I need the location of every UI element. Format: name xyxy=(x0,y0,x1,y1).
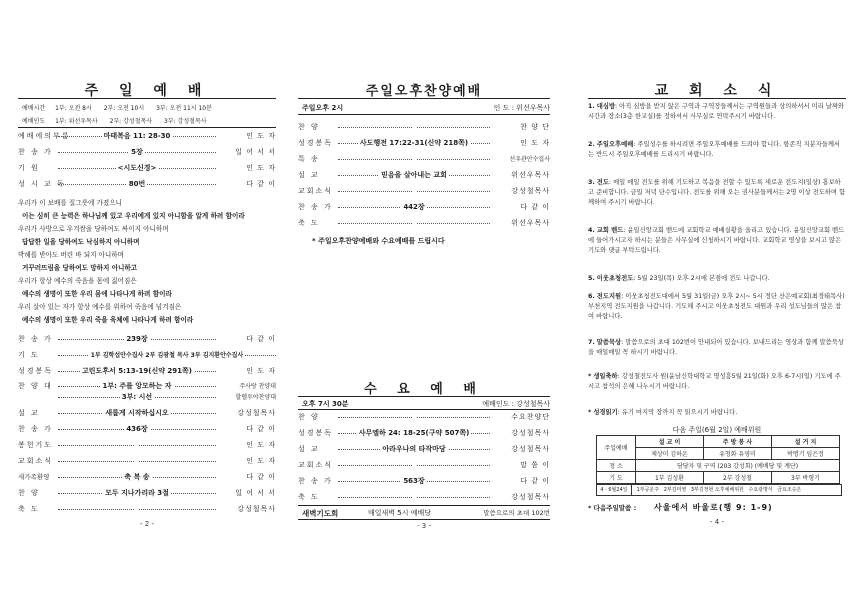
divider xyxy=(298,98,550,99)
notice-item: * 생일축하: 강성철전도사 원(윤남신학대학교 명성흥5월 21일(화) 오후 6-7시(일) 기도에 주시고 참석의 은혜 나누시기 바랍니다. xyxy=(588,373,841,390)
liturgy-row: 기 도 1부 김학섭안수집사 2부 김광철 목사 3부 김지환안수집사 xyxy=(18,350,276,361)
liturgy-row: 봉헌기도 인 도 자 xyxy=(18,441,276,449)
next-sermon-title: 사울에서 바울로(행 9: 1-9) xyxy=(654,503,773,512)
liturgy-row: 설 교 아라우나의 타작마당 강성철목사 xyxy=(298,445,550,453)
notice-item: 3. 전도: 매일 매일 전도를 위해 기도하고 복음을 전할 수 있도록 새로운 전도지(일상) 홍보하고 준비합니다. 금일 저녁 단수입니다. 전도를 위해 오는 권사분들께서는 2명 이상 전도하며 함께하여 주시기 바랍니다. xyxy=(588,179,846,206)
table-cell: 박명기 임은정 xyxy=(771,448,839,460)
liturgy-row: 기 원 <시도신경> 인 도 자 xyxy=(18,164,276,172)
liturgy-row: 새가족환영 축 복 송 다 같 이 xyxy=(18,473,276,481)
notice-item: * 성경읽기: 유기 마지막 장까지 꼭 읽으시기 바랍니다. xyxy=(588,409,738,416)
service-notice: * 주일오후찬양예배와 수요예배를 드립시다 xyxy=(312,237,445,245)
liturgy-row: 찬 송 가 239장 다 같 이 xyxy=(18,335,276,343)
divider xyxy=(298,519,550,520)
table-caption: 다음 주일(6월 2일) 예배위원 xyxy=(672,426,762,434)
dawn-prayer-time: 매일새벽 5시 예배당 xyxy=(368,509,431,517)
service-times: 예배시간 1부: 오전 8시 2부: 오전 10시 3부: 오전 11시 10분 xyxy=(22,105,212,112)
wednesday-leader: 예배인도 : 강성철목사 xyxy=(482,400,550,408)
notice-item: 6. 전도지원: 이웃초청전도대에서 5월 31일(금) 오후 2시~ 5시 정단 산은예교회(최경태목사) 부천지역 전도지원을 나갑니다. 기도해 주시고 이웃초청전도 대원과 우리 성도님들의 많은 참여 바랍니다. xyxy=(588,293,845,320)
responsive-reading-line: 우리가 사방으로 우겨쌈을 당하여도 싸이지 아니하며 xyxy=(18,225,169,233)
table-row-head: 청 소 xyxy=(597,460,636,472)
service-leaders: 예배인도 1부: 위선우목사 2부: 강성철목사 3부: 강성철목사 xyxy=(22,118,207,125)
liturgy-row: 특 송 선우관안수집사 xyxy=(298,155,550,163)
page-number: - 3 - xyxy=(417,522,431,530)
page-2 xyxy=(18,0,276,608)
divider xyxy=(18,127,276,128)
liturgy-row: 축 도 강성철목사 xyxy=(298,493,550,501)
liturgy-row: 성 시 교 독 80번 다 같 이 xyxy=(18,180,276,188)
page-4 xyxy=(588,0,846,608)
table-header: 설 교 이 xyxy=(636,436,704,448)
next-sermon-label: * 다음주일말씀 : xyxy=(588,504,637,512)
liturgy-row: 교회소식 인 도 자 xyxy=(18,457,276,465)
responsive-reading-line: 박해를 받아도 버린 바 되지 아니하며 xyxy=(18,251,125,259)
divider xyxy=(298,396,550,397)
page-3 xyxy=(298,0,550,608)
afternoon-leader: 인 도 : 위선우목사 xyxy=(493,104,550,112)
table-cell: 1부 김성환 xyxy=(636,472,704,484)
wednesday-time: 오후 7시 30분 xyxy=(302,400,349,408)
table-cell: 유청화 유영미 xyxy=(703,448,771,460)
page-number: - 2 - xyxy=(140,520,154,528)
responsive-reading-line: 이는 심히 큰 능력은 하나님께 있고 우리에게 있지 아니함을 알게 하려 함이라 xyxy=(22,212,245,220)
liturgy-row: 찬 양 대 1부: 주를 앙모하는 자 주사랑 찬양대 xyxy=(18,382,276,390)
church-news-title: 교 회 소 식 xyxy=(654,83,780,99)
table-header: 설 거 지 xyxy=(771,436,839,448)
notice-item: 5. 이웃초청전도: 5월 23일(목) 오후 2시에 본점에 전도 나갑니다. xyxy=(588,275,770,282)
liturgy-row: 교회소식 강성철목사 xyxy=(298,187,550,195)
divider xyxy=(18,98,276,99)
table-cell: 제상미 김하온 xyxy=(636,448,704,460)
liturgy-row: 성경봉독 사도행전 17:22-31(신약 218쪽) 인 도 자 xyxy=(298,139,550,147)
table-extra-row: 4 · 6월24일 1부공운주 2부김미영 3부김정현 오후예배위원 수요광명식 금요조승은 xyxy=(596,484,842,496)
divider xyxy=(298,114,550,115)
divider xyxy=(298,409,550,410)
notice-item: 1. 대심방: 아직 심방을 받지 않은 구역과 구역장들께서는 구역원들과 상의하셔서 미리 날짜와 시간과 장소(3층 한교실)를 정하셔서 사무실로 연락주시기 바랍니다. xyxy=(588,103,844,120)
divider xyxy=(588,98,846,99)
liturgy-row: 성경봉독 고린도후서 5:13-19(신약 291쪽) 인 도 자 xyxy=(18,367,276,375)
responsive-reading-line: 답답한 일을 당하여도 낙심하지 아니하며 xyxy=(22,238,140,246)
page-number: - 4 - xyxy=(710,518,724,526)
liturgy-row: 찬 송 가 5장 일 어 서 서 xyxy=(18,148,276,156)
dawn-prayer-note: 말씀으로의 초대 102번 xyxy=(483,509,550,517)
liturgy-row: 축 도 위선우목사 xyxy=(298,219,550,227)
dawn-prayer-label: 새벽기도회 xyxy=(302,509,339,518)
responsive-reading-line: 우리가 이 보배를 질그릇에 가졌으니 xyxy=(18,199,122,207)
table-cell: 2부 강성철 xyxy=(703,472,771,484)
liturgy-row: 찬 송 가 436장 다 같 이 xyxy=(18,425,276,433)
wednesday-service-title: 수 요 예 배 xyxy=(364,382,484,397)
afternoon-time: 주일오후 2시 xyxy=(302,104,344,112)
responsive-reading-line: 예수의 생명이 또한 우리 죽을 육체에 나타나게 하려 함이라 xyxy=(22,316,194,324)
table-cell: 3부 박형기 xyxy=(771,472,839,484)
liturgy-row: 찬 양 모두 지나가리라 3절 일 어 서 서 xyxy=(18,489,276,497)
liturgy-row: 축 도 강성철목사 xyxy=(18,505,276,513)
table-row-head: 기 도 xyxy=(597,472,636,484)
notice-item: 7. 말씀묵상: 말씀으로의 초대 102번이 안내되어 있습니다. 보내드리는 영상과 함께 말씀묵상을 매일매일 꼭 하시기 바랍니다. xyxy=(588,339,844,356)
liturgy-row: 예배에의부름 마태복음 11: 28-30 인 도 자 xyxy=(18,132,276,140)
notice-item: 4. 교회 밴드: 윤일신앙교회 밴드에 교회학교 예배실황을 올리고 있습니다. 윤일신앙교회 밴드에 들어가시고자 하시는 분들은 사무실에 신청하시기 바랍니다. 교회학교 영상을 보시고 많은 기도와 댓글 부탁드립니다. xyxy=(588,227,845,254)
responsive-reading-line: 우리가 항상 예수의 죽음을 몸에 짊어짐은 xyxy=(18,277,137,285)
liturgy-row: 찬 양 찬 양 단 xyxy=(298,123,550,131)
liturgy-row: 찬 송 가 563장 다 같 이 xyxy=(298,477,550,485)
afternoon-service-title: 주일오후찬양예배 xyxy=(365,84,483,99)
table-cell: 담당자 및 구역 (203 강성회) (예배당 및 계단) xyxy=(636,460,840,472)
page-2-title: 주 일 예 배 xyxy=(84,83,210,99)
liturgy-row: 설 교 믿음을 살아내는 교회 위선우목사 xyxy=(298,171,550,179)
liturgy-row: 찬 양 수요찬양단 xyxy=(298,413,550,421)
worship-committee-table xyxy=(596,435,840,484)
responsive-reading-line: 예수의 생명이 또한 우리 몸에 나타나게 하려 함이라 xyxy=(22,290,172,298)
liturgy-row: 3부: 시선 할렐루야찬양대 xyxy=(18,392,276,403)
liturgy-row: 설 교 새롭게 시작하십시오 강성철목사 xyxy=(18,409,276,417)
table-header: 주 방 봉 사 xyxy=(703,436,771,448)
liturgy-row: 찬 송 가 442장 다 같 이 xyxy=(298,203,550,211)
notice-item: 2. 주일오후예배: 주일성수를 하시려면 주일오후예배를 드려야 합니다. 항존직 지분자들께서는 반드시 주일오후예배를 드리시기 바랍니다. xyxy=(588,141,840,158)
liturgy-row: 성경봉독 사무엘하 24: 18-25(구약 507쪽) 강성철목사 xyxy=(298,429,550,437)
table-row-head: 주일예배 xyxy=(597,436,636,460)
responsive-reading-line: 거꾸러뜨림을 당하여도 망하지 아니하고 xyxy=(22,264,138,272)
liturgy-row: 교회소식 말 씀 이 xyxy=(298,461,550,469)
responsive-reading-line: 우리 살아 있는 자가 항상 예수를 위하여 죽음에 넘겨짐은 xyxy=(18,303,182,311)
divider xyxy=(298,505,550,506)
